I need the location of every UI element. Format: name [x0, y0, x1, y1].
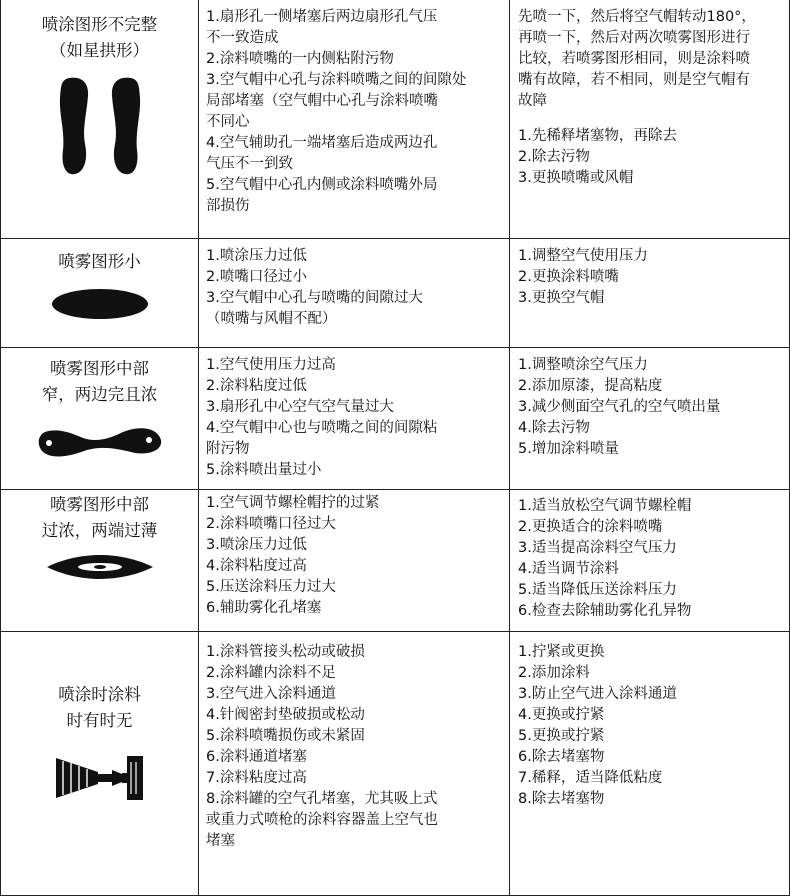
cause-line: 5.压送涂料压力过大 — [206, 578, 336, 595]
cause-line: 2.涂料喷嘴的一内侧粘附污物 — [206, 51, 394, 67]
cause-line: 6.涂料通道堵塞 — [206, 748, 307, 765]
symptom-text: 喷雾图形中部 — [50, 358, 149, 378]
cause-line: 3.空气帽中心孔与涂料喷嘴之间的间隙处 — [206, 72, 467, 88]
cause-line: 1.涂料管接头松动或破损 — [206, 643, 365, 660]
cause-line: 或重力式喷枪的涂料容器盖上空气也 — [206, 811, 438, 828]
cause-line: 3.空气帽中心孔与喷嘴的间隙过大 — [206, 289, 423, 306]
cause-cell — [199, 0, 510, 238]
cause-cell — [199, 489, 510, 631]
cause-line: 4.空气辅助孔一端堵塞后造成两边孔 — [206, 135, 438, 151]
cause-cell — [199, 238, 510, 347]
cause-line: 不同心 — [206, 114, 250, 130]
cause-cell — [199, 631, 510, 895]
remedy-line: 5.更换或拧紧 — [518, 727, 605, 744]
symptom-cell — [1, 489, 199, 631]
remedy-line: 1.调整喷涂空气压力 — [518, 356, 648, 373]
remedy-line: 1.调整空气使用压力 — [518, 247, 648, 264]
remedy-line: 8.除去堵塞物 — [518, 790, 605, 807]
cause-line: 5.涂料喷出量过小 — [206, 461, 322, 478]
remedy-line: 4.除去污物 — [518, 419, 590, 436]
remedy-cell — [510, 238, 790, 347]
intermittent-spray-gun-icon — [1, 754, 198, 802]
remedy-line: 1.适当放松空气调节螺栓帽 — [518, 497, 692, 514]
symptom-text: （如星拱形） — [50, 41, 149, 60]
cause-line: 6.辅助雾化孔堵塞 — [206, 599, 322, 616]
star-arch-spray-pattern-icon — [1, 72, 198, 182]
remedy-cell — [510, 0, 790, 238]
symptom-text: 喷雾图形小 — [58, 251, 141, 271]
remedy-line: 1.先稀释堵塞物，再除去 — [518, 128, 677, 144]
remedy-line: 6.检查去除辅助雾化孔异物 — [518, 602, 692, 619]
cause-line: 4.涂料粘度过高 — [206, 557, 307, 574]
remedy-line: 3.防止空气进入涂料通道 — [518, 685, 677, 702]
remedy-line: 4.适当调节涂料 — [518, 560, 619, 577]
cause-line: 1.空气使用压力过高 — [206, 356, 336, 373]
cause-line: 不一致造成 — [206, 30, 279, 46]
cause-cell — [199, 347, 510, 489]
remedy-line: 3.更换空气帽 — [518, 289, 605, 306]
remedy-line: 5.适当降低压送涂料压力 — [518, 581, 677, 598]
table-row — [1, 631, 790, 895]
small-oval-spray-pattern-icon — [1, 287, 198, 321]
remedy-line: 1.拧紧或更换 — [518, 643, 605, 660]
remedy-line: 2.更换涂料喷嘴 — [518, 268, 619, 285]
remedy-cell — [510, 489, 790, 631]
cause-line: 5.涂料喷嘴损伤或未紧固 — [206, 727, 365, 744]
remedy-line: 比较，若喷雾图形相同，则是涂料喷 — [518, 51, 750, 67]
cause-line: 2.涂料粘度过低 — [206, 377, 307, 394]
remedy-line: 嘴有故障，若不相同，则是空气帽有 — [518, 72, 750, 88]
spacer — [518, 112, 783, 126]
cause-line: 气压不一到致 — [206, 156, 293, 172]
symptom-cell — [1, 631, 199, 895]
remedy-line: 2.更换适合的涂料喷嘴 — [518, 518, 663, 535]
cause-line: 2.喷嘴口径过小 — [206, 268, 307, 285]
symptom-text: 喷涂时涂料 — [58, 684, 141, 704]
cause-line: 堵塞 — [206, 832, 235, 849]
remedy-line: 2.除去污物 — [518, 149, 590, 165]
table-row — [1, 238, 790, 347]
symptom-cell — [1, 0, 199, 238]
symptom-cell — [1, 347, 199, 489]
table-row — [1, 347, 790, 489]
table-row — [1, 489, 790, 631]
symptom-text: 窄，两边完且浓 — [41, 384, 158, 404]
cause-line: 局部堵塞（空气帽中心孔与涂料喷嘴 — [206, 93, 438, 109]
thick-middle-spray-pattern-icon — [1, 554, 198, 580]
remedy-cell — [510, 347, 790, 489]
cause-line: 1.空气调节螺栓帽拧的过紧 — [206, 494, 380, 511]
cause-line: 3.空气进入涂料通道 — [206, 685, 336, 702]
remedy-line: 3.减少侧面空气孔的空气喷出量 — [518, 398, 721, 415]
cause-line: 3.扇形孔中心空气空气量过大 — [206, 398, 394, 415]
cause-line: 1.扇形孔一侧堵塞后两边扇形孔气压 — [206, 9, 438, 25]
remedy-line: 再喷一下，然后对两次喷雾图形进行 — [518, 30, 750, 46]
remedy-line: 6.除去堵塞物 — [518, 748, 605, 765]
remedy-line: 7.稀释，适当降低粘度 — [518, 769, 663, 786]
remedy-line: 3.更换喷嘴或风帽 — [518, 170, 634, 186]
remedy-line: 2.添加原漆，提高粘度 — [518, 377, 663, 394]
cause-line: 附污物 — [206, 440, 250, 457]
remedy-line: 4.更换或拧紧 — [518, 706, 605, 723]
cause-line: （喷嘴与风帽不配） — [206, 310, 337, 327]
remedy-line: 先喷一下，然后将空气帽转动180°， — [518, 9, 756, 25]
remedy-line: 2.添加涂料 — [518, 664, 590, 681]
cause-line: 7.涂料粘度过高 — [206, 769, 307, 786]
cause-line: 2.涂料罐内涂料不足 — [206, 664, 336, 681]
symptom-text: 喷涂图形不完整 — [41, 15, 158, 34]
cause-line: 5.空气帽中心孔内侧或涂料喷嘴外局 — [206, 177, 438, 193]
remedy-line: 5.增加涂料喷量 — [518, 440, 619, 457]
symptom-text: 过浓，两端过薄 — [41, 520, 158, 540]
table-row — [1, 0, 790, 238]
symptom-text: 喷雾图形中部 — [50, 494, 149, 514]
symptom-text: 时有时无 — [66, 710, 133, 730]
cause-line: 4.针阀密封垫破损或松动 — [206, 706, 365, 723]
remedy-line: 故障 — [518, 93, 547, 109]
remedy-cell — [510, 631, 790, 895]
symptom-cell — [1, 238, 199, 347]
cause-line: 2.涂料喷嘴口径过大 — [206, 515, 336, 532]
cause-line: 8.涂料罐的空气孔堵塞，尤其吸上式 — [206, 790, 438, 807]
cause-line: 部损伤 — [206, 198, 250, 214]
cause-line: 3.喷涂压力过低 — [206, 536, 307, 553]
cause-line: 4.空气帽中心也与喷嘴之间的间隙粘 — [206, 419, 438, 436]
narrow-middle-spray-pattern-icon — [1, 422, 198, 462]
cause-line: 1.喷涂压力过低 — [206, 247, 307, 264]
remedy-line: 3.适当提高涂料空气压力 — [518, 539, 677, 556]
